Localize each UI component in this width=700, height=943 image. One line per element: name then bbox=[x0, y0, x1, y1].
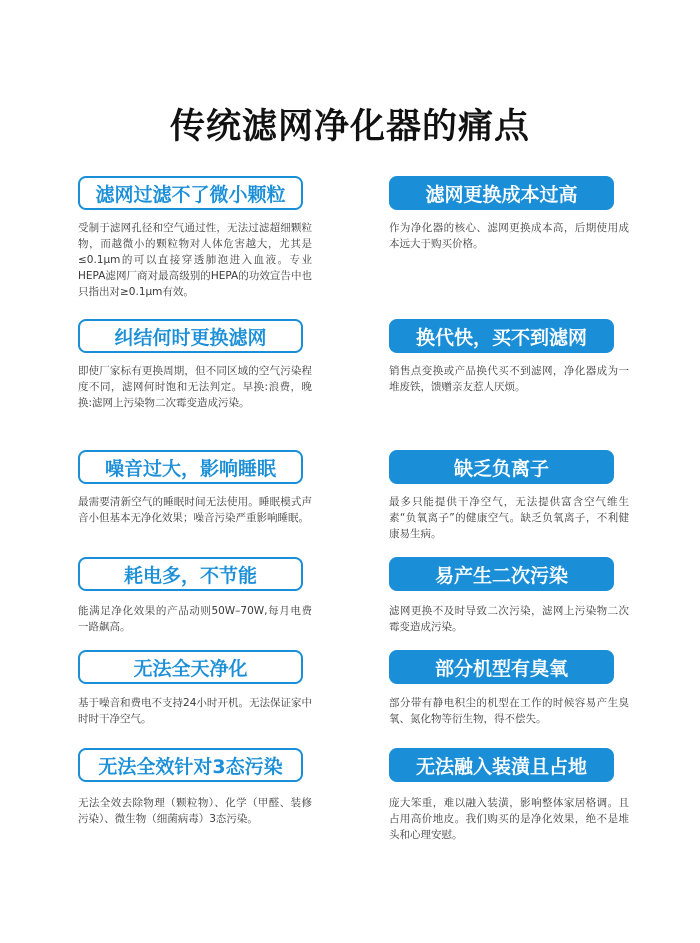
page-title: 传统滤网净化器的痛点 bbox=[169, 107, 530, 147]
desc-bulky: 庞大笨重，难以融入装潢，影响整体家居格调。且占用高价地皮。我们购买的是净化效果，绝不是堆头和心理安慰。 bbox=[389, 797, 629, 841]
heading-filters-unavailable: 换代快，买不到滤网 bbox=[389, 319, 614, 353]
heading-filter-replacement-timing: 纠结何时更换滤网 bbox=[78, 319, 303, 353]
desc-noise: 最需要清新空气的睡眠时间无法使用。睡眠模式声音小但基本无净化效果；噪音污染严重影响睡眠。 bbox=[78, 496, 312, 524]
desc-filter-cost: 作为净化器的核心、滤网更换成本高，后期使用成本远大于购买价格。 bbox=[389, 222, 629, 250]
heading-ozone: 部分机型有臭氧 bbox=[389, 650, 614, 684]
heading-no-negative-ions: 缺乏负离子 bbox=[389, 450, 614, 484]
desc-secondary-pollution: 滤网更换不及时导致二次污染，滤网上污染物二次霉变造成污染。 bbox=[389, 605, 629, 633]
heading-small-particles: 滤网过滤不了微小颗粒 bbox=[78, 176, 303, 210]
desc-small-particles: 受制于滤网孔径和空气通过性，无法过滤超细颗粒物，而越微小的颗粒物对人体危害越大，尤其是≤0.1μm的可以直接穿透肺泡进入血液。专业HEPA滤网厂商对最高级别的HEPA的功效宣告中也只指出对≥0.1μm有效。 bbox=[78, 222, 312, 298]
heading-noise: 噪音过大，影响睡眠 bbox=[78, 450, 303, 484]
desc-no-negative-ions: 最多只能提供干净空气，无法提供富含空气维生素“负氧离子”的健康空气。缺乏负氧离子，不利健康易生病。 bbox=[389, 496, 629, 540]
desc-power-consumption: 能满足净化效果的产品动则50W–70W,每月电费一路飙高。 bbox=[78, 605, 312, 633]
heading-not-all-day: 无法全天净化 bbox=[78, 650, 303, 684]
heading-three-state-pollution: 无法全效针对3态污染 bbox=[78, 748, 303, 782]
desc-not-all-day: 基于噪音和费电不支持24小时开机。无法保证家中时时干净空气。 bbox=[78, 697, 312, 725]
heading-power-consumption: 耗电多，不节能 bbox=[78, 557, 303, 591]
desc-ozone: 部分带有静电积尘的机型在工作的时候容易产生臭氧、氮化物等衍生物，得不偿失。 bbox=[389, 697, 629, 725]
desc-three-state-pollution: 无法全效去除物理（颗粒物）、化学（甲醛、装修污染）、微生物（细菌病毒）3态污染。 bbox=[78, 797, 312, 825]
heading-filter-cost: 滤网更换成本过高 bbox=[389, 176, 614, 210]
heading-bulky: 无法融入装潢且占地 bbox=[389, 748, 614, 782]
heading-secondary-pollution: 易产生二次污染 bbox=[389, 557, 614, 591]
desc-filter-replacement-timing: 即使厂家标有更换周期，但不同区域的空气污染程度不同，滤网何时饱和无法判定。早换:浪费，晚换:滤网上污染物二次霉变造成污染。 bbox=[78, 365, 312, 409]
desc-filters-unavailable: 销售点变换或产品换代买不到滤网，净化器成为一堆废铁，馈赠亲友惹人厌烦。 bbox=[389, 365, 629, 393]
